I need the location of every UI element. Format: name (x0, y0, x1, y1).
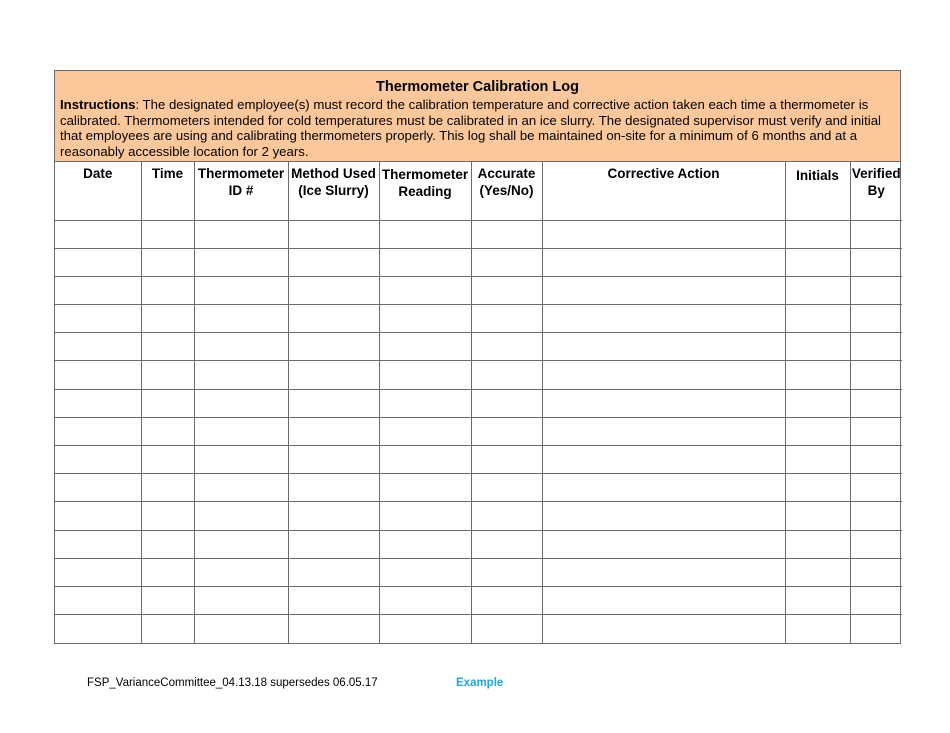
cell-thermometer-reading[interactable] (379, 389, 471, 417)
cell-time[interactable] (141, 248, 194, 276)
table-row (55, 530, 902, 558)
cell-thermometer-reading[interactable] (379, 502, 471, 530)
cell-initials[interactable] (785, 361, 850, 389)
example-link[interactable]: Example (456, 677, 504, 689)
cell-corrective-action[interactable] (542, 305, 785, 333)
cell-method-used[interactable] (288, 276, 379, 304)
cell-verified-by[interactable] (850, 220, 902, 248)
cell-thermometer-id[interactable] (194, 615, 288, 643)
cell-time[interactable] (141, 558, 194, 586)
cell-method-used[interactable] (288, 446, 379, 474)
cell-accurate[interactable] (471, 502, 542, 530)
cell-thermometer-reading[interactable] (379, 586, 471, 614)
cell-time[interactable] (141, 276, 194, 304)
table-row (55, 502, 902, 530)
cell-thermometer-reading[interactable] (379, 474, 471, 502)
cell-initials[interactable] (785, 417, 850, 445)
cell-accurate[interactable] (471, 389, 542, 417)
cell-date[interactable] (55, 417, 141, 445)
cell-date[interactable] (55, 305, 141, 333)
cell-thermometer-reading[interactable] (379, 558, 471, 586)
cell-thermometer-reading[interactable] (379, 220, 471, 248)
cell-date[interactable] (55, 276, 141, 304)
cell-date[interactable] (55, 220, 141, 248)
cell-thermometer-reading[interactable] (379, 248, 471, 276)
cell-thermometer-reading[interactable] (379, 305, 471, 333)
cell-initials[interactable] (785, 333, 850, 361)
cell-thermometer-id[interactable] (194, 530, 288, 558)
cell-initials[interactable] (785, 305, 850, 333)
table-row (55, 474, 902, 502)
cell-method-used[interactable] (288, 305, 379, 333)
cell-thermometer-id[interactable] (194, 586, 288, 614)
cell-method-used[interactable] (288, 220, 379, 248)
cell-corrective-action[interactable] (542, 389, 785, 417)
cell-thermometer-reading[interactable] (379, 530, 471, 558)
cell-thermometer-id[interactable] (194, 446, 288, 474)
table-header-row (55, 162, 902, 220)
cell-time[interactable] (141, 586, 194, 614)
cell-time[interactable] (141, 333, 194, 361)
table-row (55, 389, 902, 417)
cell-time[interactable] (141, 389, 194, 417)
cell-thermometer-id[interactable] (194, 305, 288, 333)
form-header (55, 71, 900, 162)
cell-time[interactable] (141, 446, 194, 474)
cell-accurate[interactable] (471, 361, 542, 389)
cell-corrective-action[interactable] (542, 248, 785, 276)
cell-method-used[interactable] (288, 361, 379, 389)
cell-corrective-action[interactable] (542, 417, 785, 445)
cell-date[interactable] (55, 615, 141, 643)
cell-thermometer-id[interactable] (194, 361, 288, 389)
cell-time[interactable] (141, 305, 194, 333)
cell-date[interactable] (55, 446, 141, 474)
cell-thermometer-reading[interactable] (379, 276, 471, 304)
log-table-body (55, 220, 902, 643)
cell-accurate[interactable] (471, 446, 542, 474)
cell-verified-by[interactable] (850, 586, 902, 614)
cell-corrective-action[interactable] (542, 333, 785, 361)
col-header-method-used: Method Used (Ice Slurry) (288, 162, 379, 220)
table-row (55, 586, 902, 614)
table-row (55, 220, 902, 248)
col-header-thermometer-id: Thermometer ID # (194, 162, 288, 220)
cell-initials[interactable] (785, 530, 850, 558)
cell-initials[interactable] (785, 276, 850, 304)
cell-time[interactable] (141, 361, 194, 389)
cell-date[interactable] (55, 586, 141, 614)
cell-time[interactable] (141, 474, 194, 502)
cell-thermometer-id[interactable] (194, 333, 288, 361)
cell-verified-by[interactable] (850, 276, 902, 304)
table-row (55, 361, 902, 389)
col-header-verified-by: Verified By (850, 162, 902, 220)
cell-thermometer-reading[interactable] (379, 446, 471, 474)
cell-verified-by[interactable] (850, 248, 902, 276)
cell-method-used[interactable] (288, 502, 379, 530)
cell-initials[interactable] (785, 586, 850, 614)
cell-accurate[interactable] (471, 474, 542, 502)
cell-date[interactable] (55, 502, 141, 530)
cell-thermometer-id[interactable] (194, 474, 288, 502)
cell-method-used[interactable] (288, 586, 379, 614)
table-row (55, 305, 902, 333)
cell-method-used[interactable] (288, 615, 379, 643)
cell-corrective-action[interactable] (542, 502, 785, 530)
table-row (55, 615, 902, 643)
page-title: Thermometer Calibration Log (375, 79, 580, 95)
cell-method-used[interactable] (288, 389, 379, 417)
cell-thermometer-id[interactable] (194, 558, 288, 586)
calibration-log-form (54, 70, 901, 644)
cell-thermometer-reading[interactable] (379, 417, 471, 445)
form-version-footer: FSP_VarianceCommittee_04.13.18 supersedes 06.05.17 (87, 677, 378, 689)
cell-accurate[interactable] (471, 586, 542, 614)
cell-accurate[interactable] (471, 615, 542, 643)
cell-verified-by[interactable] (850, 389, 902, 417)
cell-thermometer-reading[interactable] (379, 615, 471, 643)
cell-thermometer-id[interactable] (194, 276, 288, 304)
cell-time[interactable] (141, 417, 194, 445)
cell-accurate[interactable] (471, 417, 542, 445)
cell-corrective-action[interactable] (542, 558, 785, 586)
cell-initials[interactable] (785, 474, 850, 502)
cell-method-used[interactable] (288, 417, 379, 445)
cell-date[interactable] (55, 474, 141, 502)
cell-accurate[interactable] (471, 276, 542, 304)
instructions-label: Instructions (60, 97, 136, 112)
cell-thermometer-id[interactable] (194, 220, 288, 248)
cell-verified-by[interactable] (850, 446, 902, 474)
cell-initials[interactable] (785, 389, 850, 417)
cell-time[interactable] (141, 530, 194, 558)
cell-thermometer-id[interactable] (194, 248, 288, 276)
table-row (55, 446, 902, 474)
cell-corrective-action[interactable] (542, 530, 785, 558)
table-row (55, 248, 902, 276)
cell-corrective-action[interactable] (542, 361, 785, 389)
cell-time[interactable] (141, 220, 194, 248)
cell-verified-by[interactable] (850, 305, 902, 333)
cell-verified-by[interactable] (850, 474, 902, 502)
cell-method-used[interactable] (288, 530, 379, 558)
cell-method-used[interactable] (288, 474, 379, 502)
col-header-date: Date (55, 162, 141, 220)
cell-verified-by[interactable] (850, 333, 902, 361)
cell-initials[interactable] (785, 558, 850, 586)
table-row (55, 417, 902, 445)
cell-date[interactable] (55, 389, 141, 417)
col-header-initials: Initials (785, 162, 850, 220)
cell-thermometer-id[interactable] (194, 417, 288, 445)
table-row (55, 558, 902, 586)
cell-method-used[interactable] (288, 248, 379, 276)
col-header-time: Time (141, 162, 194, 220)
cell-accurate[interactable] (471, 248, 542, 276)
cell-corrective-action[interactable] (542, 474, 785, 502)
log-table (55, 162, 902, 643)
cell-time[interactable] (141, 502, 194, 530)
cell-accurate[interactable] (471, 220, 542, 248)
cell-thermometer-id[interactable] (194, 389, 288, 417)
cell-verified-by[interactable] (850, 361, 902, 389)
cell-corrective-action[interactable] (542, 586, 785, 614)
cell-verified-by[interactable] (850, 417, 902, 445)
table-row (55, 333, 902, 361)
cell-date[interactable] (55, 248, 141, 276)
cell-thermometer-reading[interactable] (379, 361, 471, 389)
cell-accurate[interactable] (471, 530, 542, 558)
cell-verified-by[interactable] (850, 615, 902, 643)
cell-accurate[interactable] (471, 558, 542, 586)
cell-accurate[interactable] (471, 333, 542, 361)
cell-corrective-action[interactable] (542, 446, 785, 474)
cell-date[interactable] (55, 361, 141, 389)
cell-initials[interactable] (785, 502, 850, 530)
cell-method-used[interactable] (288, 558, 379, 586)
cell-corrective-action[interactable] (542, 615, 785, 643)
cell-date[interactable] (55, 530, 141, 558)
cell-initials[interactable] (785, 220, 850, 248)
cell-initials[interactable] (785, 446, 850, 474)
col-header-thermometer-reading: Thermometer Reading (379, 162, 471, 220)
col-header-accurate: Accurate (Yes/No) (471, 162, 542, 220)
cell-accurate[interactable] (471, 305, 542, 333)
table-row (55, 276, 902, 304)
cell-initials[interactable] (785, 248, 850, 276)
instructions-text (60, 97, 895, 159)
cell-date[interactable] (55, 333, 141, 361)
cell-method-used[interactable] (288, 333, 379, 361)
cell-thermometer-reading[interactable] (379, 333, 471, 361)
instructions-body: : The designated employee(s) must record the calibration temperature and corrective action taken each time a thermometer is calibrated. Thermometers intended for cold temperatures must be calibrated in an ice slurry. The designated supervisor must verify and initial that employees are using and calibrating thermometers properly. This log shall be maintained on-site for a minimum of 6 months and at a reasonably accessible location for 2 years. (60, 97, 881, 159)
cell-corrective-action[interactable] (542, 220, 785, 248)
cell-date[interactable] (55, 558, 141, 586)
cell-verified-by[interactable] (850, 558, 902, 586)
cell-thermometer-id[interactable] (194, 502, 288, 530)
cell-verified-by[interactable] (850, 502, 902, 530)
cell-corrective-action[interactable] (542, 276, 785, 304)
cell-initials[interactable] (785, 615, 850, 643)
cell-time[interactable] (141, 615, 194, 643)
col-header-corrective-action: Corrective Action (542, 162, 785, 220)
cell-verified-by[interactable] (850, 530, 902, 558)
